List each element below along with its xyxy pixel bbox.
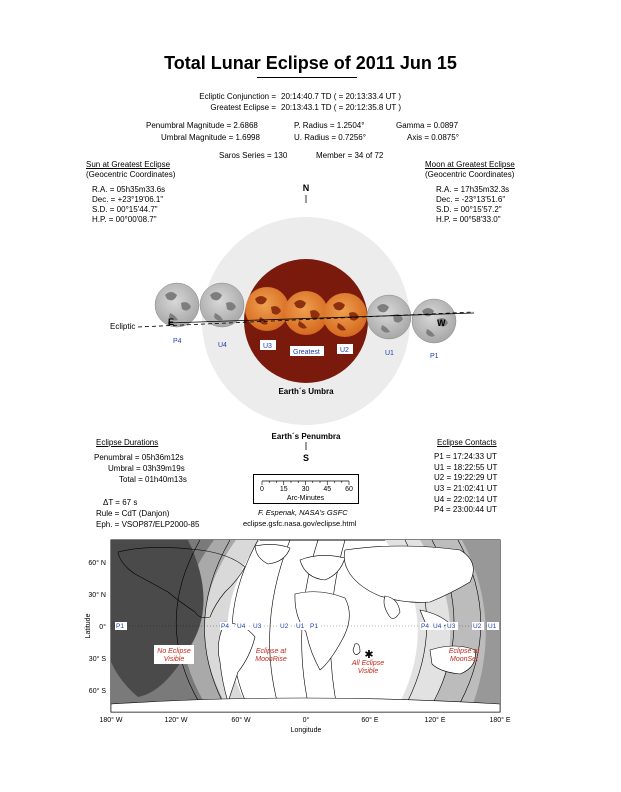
contact-u4: U4 = 22:02:14 UT [434, 494, 498, 504]
svg-text:30° N: 30° N [88, 592, 106, 599]
svg-text:U2: U2 [280, 623, 289, 630]
moon-heading: Moon at Greatest Eclipse [425, 160, 515, 169]
all-eclipse-star: ✱ [364, 649, 374, 661]
contact-p4: P4 = 23:00:44 UT [434, 505, 497, 515]
svg-text:P4: P4 [221, 623, 229, 630]
svg-text:0°: 0° [99, 624, 106, 631]
credit-author: F. Espenak, NASA's GSFC [258, 508, 348, 517]
svg-text:Visible: Visible [163, 656, 185, 663]
east-label: E [168, 317, 175, 327]
sun-sd: S.D. = 00°15'44.7" [92, 205, 158, 214]
sun-dec: Dec. = +23°19'06.1" [92, 195, 164, 204]
svg-text:180° W: 180° W [99, 717, 123, 724]
ephemeris: Eph. = VSOP87/ELP2000-85 [96, 520, 200, 529]
contact-u1: U1 = 18:22:55 UT [434, 462, 498, 472]
svg-text:120° E: 120° E [424, 717, 446, 724]
contact-label-u1: U1 [385, 350, 394, 357]
svg-text:All Eclipse: All Eclipse [351, 660, 385, 667]
svg-text:U1: U1 [488, 623, 497, 630]
svg-text:U1: U1 [296, 623, 305, 630]
contact-label-u3: U3 [263, 343, 272, 350]
south-label: S [302, 453, 310, 463]
svg-text:No Eclipse: No Eclipse [157, 648, 191, 655]
svg-text:MoonSet: MoonSet [449, 656, 479, 663]
contacts-list [434, 452, 497, 516]
svg-text:P1: P1 [116, 623, 124, 630]
moon-greatest [284, 291, 328, 335]
duration-total: Total = 01h40m13s [119, 475, 187, 484]
svg-text:P4: P4 [421, 623, 429, 630]
svg-text:U3: U3 [253, 623, 262, 630]
map-x-axis-label: Longitude [290, 727, 322, 734]
contact-label-p4: P4 [173, 338, 182, 345]
greatest-eclipse-value: 20:13:43.1 TD ( = 20:12:35.8 UT ) [281, 103, 401, 112]
north-label: N [302, 183, 310, 193]
duration-umbral: Umbral = 03h39m19s [108, 464, 185, 473]
svg-text:U4: U4 [237, 623, 246, 630]
visibility-map [0, 532, 621, 742]
moon-ra: R.A. = 17h35m32.3s [436, 185, 510, 194]
page-title: Total Lunar Eclipse of 2011 Jun 15 [164, 53, 457, 73]
member: Member = 34 of 72 [316, 151, 384, 160]
scale-tick-30: 30 [301, 486, 310, 493]
delta-t: ΔT = 67 s [103, 498, 138, 507]
svg-text:0°: 0° [302, 717, 310, 724]
region-moonrise [255, 648, 287, 663]
svg-text:180° E: 180° E [489, 717, 511, 724]
moon-subheading: (Geocentric Coordinates) [425, 170, 515, 179]
p-radius: P. Radius = 1.2504° [294, 121, 365, 130]
sun-subheading: (Geocentric Coordinates) [86, 170, 176, 179]
greatest-label: Greatest [293, 349, 320, 356]
svg-text:60° N: 60° N [88, 560, 106, 567]
penumbra-label: Earth´s Penumbra [271, 432, 341, 441]
contact-p1: P1 = 17:24:33 UT [434, 452, 497, 461]
saros-series: Saros Series = 130 [219, 151, 288, 160]
sun-ra: R.A. = 05h35m33.6s [92, 185, 166, 194]
svg-text:Visible: Visible [357, 668, 379, 675]
moon-hp: H.P. = 00°58'33.0" [436, 215, 501, 224]
svg-text:U2: U2 [473, 623, 482, 630]
umbra-label: Earth´s Umbra [278, 387, 334, 396]
scale-tick-60: 60 [345, 486, 353, 493]
moon-p1 [412, 299, 456, 343]
west-label: W [437, 318, 446, 328]
svg-text:Eclipse at: Eclipse at [448, 648, 480, 655]
scale-tick-15: 15 [279, 486, 288, 493]
eclipse-diagram [0, 175, 621, 475]
lon-ticks [99, 716, 510, 724]
svg-text:30° S: 30° S [88, 656, 106, 663]
ecliptic-conjunction-value: 20:14:40.7 TD ( = 20:13:33.4 UT ) [281, 92, 401, 101]
svg-text:Eclipse at: Eclipse at [255, 648, 287, 655]
svg-text:60° E: 60° E [361, 717, 379, 724]
ecliptic-conjunction-label: Ecliptic Conjunction = [199, 92, 276, 101]
region-moonset [449, 648, 480, 663]
durations-heading: Eclipse Durations [96, 438, 159, 447]
arc-minute-scale [253, 474, 359, 504]
region-no-eclipse [154, 645, 194, 664]
svg-text:120° W: 120° W [164, 717, 188, 724]
u-radius: U. Radius = 0.7256° [294, 133, 366, 142]
svg-text:60° S: 60° S [88, 688, 106, 695]
title-underline [257, 77, 357, 78]
moon-u3 [245, 287, 289, 331]
gamma: Gamma = 0.0897 [396, 121, 459, 130]
moon-u2 [323, 293, 367, 337]
credit-url: eclipse.gsfc.nasa.gov/eclipse.html [243, 519, 357, 528]
moon-p4 [155, 283, 199, 327]
contact-u2: U2 = 19:22:29 UT [434, 473, 498, 483]
svg-text:U3: U3 [447, 623, 456, 630]
umbral-magnitude: Umbral Magnitude = 1.6998 [161, 133, 260, 142]
contact-u3: U3 = 21:02:41 UT [434, 484, 498, 494]
svg-text:P1: P1 [310, 623, 318, 630]
contacts-heading: Eclipse Contacts [437, 438, 497, 447]
sun-hp: H.P. = 00°00'08.7" [92, 215, 157, 224]
scale-label: Arc-Minutes [286, 495, 325, 502]
greatest-eclipse-label: Greatest Eclipse = [210, 103, 276, 112]
map-y-axis-label: Latitude [85, 613, 92, 639]
svg-text:U4: U4 [433, 623, 442, 630]
rule: Rule = CdT (Danjon) [96, 509, 170, 518]
svg-text:60° W: 60° W [231, 717, 251, 724]
moon-sd: S.D. = 00°15'57.2" [436, 205, 502, 214]
svg-text:MoonRise: MoonRise [255, 656, 287, 663]
contact-label-u2: U2 [340, 347, 349, 354]
moon-dec: Dec. = -23°13'51.6" [436, 195, 506, 204]
scale-tick-0: 0 [260, 486, 264, 493]
ecliptic-label: Ecliptic [110, 322, 136, 331]
penumbral-magnitude: Penumbral Magnitude = 2.6868 [146, 121, 258, 130]
scale-tick-45: 45 [323, 486, 332, 493]
moon-u1 [367, 295, 411, 339]
contact-label-u4: U4 [218, 342, 227, 349]
sun-heading: Sun at Greatest Eclipse [86, 160, 171, 169]
axis: Axis = 0.0875° [407, 133, 459, 142]
duration-penumbral: Penumbral = 05h36m12s [94, 453, 184, 462]
contact-label-p1: P1 [430, 353, 439, 360]
